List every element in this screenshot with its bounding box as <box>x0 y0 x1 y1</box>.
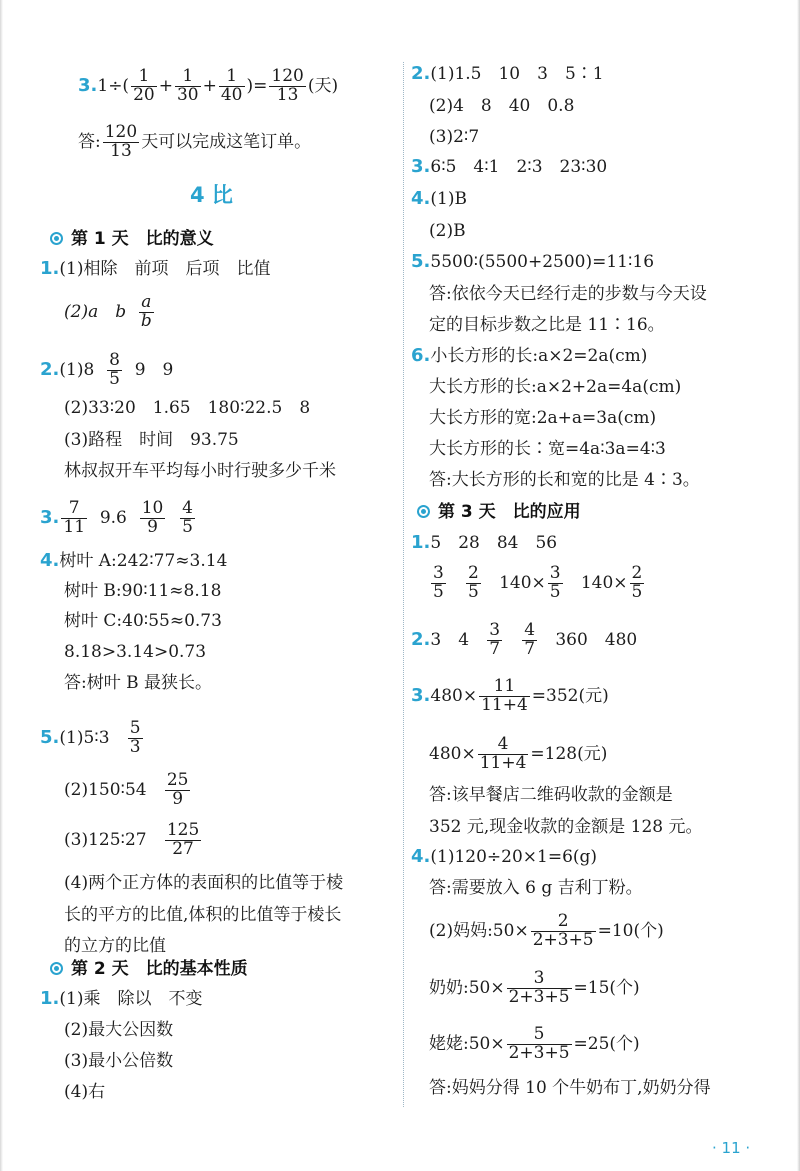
fraction: $\frac{3}{5}$ <box>549 563 561 602</box>
d1-q5-line1: 5.(1)5∶3 $\frac{5}{3}$ <box>40 718 141 757</box>
d2-q3-line: 3.6∶5 4∶1 2∶3 23∶30 <box>411 156 608 177</box>
page-number: · 11 · <box>712 1139 751 1157</box>
d2-q4-line1: 4.(1)B <box>411 188 467 209</box>
fraction: $\frac{5}{2+3+5}$ <box>508 1024 570 1063</box>
fraction: $\frac{3}{2+3+5}$ <box>508 968 570 1007</box>
d3-q4-line2: 答:需要放入 6 g 吉利丁粉。 <box>429 878 643 898</box>
d1-q5-line2: (2)150∶54 $\frac{25}{9}$ <box>64 770 189 809</box>
fraction: $\frac{3}{7}$ <box>489 620 501 659</box>
column-divider <box>403 62 404 1107</box>
circle-bullet-icon <box>50 232 63 245</box>
section-heading-day3: 第 3 天 比的应用 <box>417 501 581 523</box>
circle-bullet-icon <box>50 962 63 975</box>
circle-bullet-icon <box>417 505 430 518</box>
fraction: $\frac{2}{2+3+5}$ <box>532 911 594 950</box>
d3-q4-line3: (2)妈妈:50× $\frac{2}{2+3+5}$ =10(个) <box>429 911 664 950</box>
page-left-edge <box>0 0 3 1171</box>
fraction: $\frac{120}{13}$ <box>271 66 304 105</box>
fraction: $\frac{25}{9}$ <box>166 770 189 809</box>
fraction: $\frac{11}{11+4}$ <box>481 676 528 715</box>
fraction: $\frac{1}{30}$ <box>176 66 199 105</box>
fraction: $\frac{1}{20}$ <box>133 66 155 105</box>
d1-q4-line4: 8.18>3.14>0.73 <box>64 642 207 662</box>
d1-q2-line4: 林叔叔开车平均每小时行驶多少千米 <box>64 461 336 481</box>
d1-q5-line4: (4)两个正方体的表面积的比值等于棱 <box>64 873 344 893</box>
d3-q3-line2: 480× $\frac{4}{11+4}$ =128(元) <box>429 734 608 773</box>
d2-q1-line2: (2)最大公因数 <box>64 1020 174 1040</box>
q3-formula: 3.1÷( $\frac{1}{20}$ + $\frac{1}{30}$ + $\frac{1}{40}$ )= $\frac{120}{13}$ (天) <box>78 66 339 105</box>
d3-q4-line4: 奶奶:50× $\frac{3}{2+3+5}$ =15(个) <box>429 968 640 1007</box>
fraction: $\frac{1}{40}$ <box>220 66 243 105</box>
fraction: $\frac{4}{7}$ <box>524 620 536 659</box>
fraction: $\frac{120}{13}$ <box>104 122 138 161</box>
fraction: $\frac{10}{9}$ <box>141 498 164 537</box>
fraction: $\frac{125}{27}$ <box>166 820 200 859</box>
d1-q4-line5: 答:树叶 B 最狭长。 <box>64 673 213 693</box>
d3-q1-line2: $\frac{3}{5}$ $\frac{2}{5}$ 140× $\frac{3}{5}$ 140× $\frac{2}{5}$ <box>433 563 643 602</box>
fraction: $\frac{4}{11+4}$ <box>479 734 527 773</box>
d3-q3-line4: 352 元,现金收款的金额是 128 元。 <box>429 817 703 837</box>
section-heading-day2: 第 2 天 比的基本性质 <box>50 958 248 980</box>
d2-q1-line3: (3)最小公倍数 <box>64 1051 174 1071</box>
d3-q4-line1: 4.(1)120÷20×1=6(g) <box>411 846 598 867</box>
chapter-title: 4 比 <box>190 183 233 207</box>
d3-q2-line: 2.3 4 $\frac{3}{7}$ $\frac{4}{7}$ 360 480 <box>411 620 638 659</box>
d1-q5-line6: 的立方的比值 <box>64 936 166 956</box>
d1-q4-line3: 树叶 C:40∶55≈0.73 <box>64 611 222 631</box>
fraction: $\frac{3}{5}$ <box>433 563 444 602</box>
question-number: 3. <box>78 74 98 96</box>
d3-q4-line6: 答:妈妈分得 10 个牛奶布丁,奶奶分得 <box>429 1078 711 1098</box>
d1-q4-line1: 4.树叶 A:242∶77≈3.14 <box>40 550 228 571</box>
q3-answer: 答: $\frac{120}{13}$ 天可以完成这笔订单。 <box>78 122 312 161</box>
d1-q3-line: 3. $\frac{7}{11}$ 9.6 $\frac{10}{9}$ $\frac{4}{5}$ <box>40 498 193 537</box>
d2-q1-line1: 1.(1)乘 除以 不变 <box>40 988 203 1009</box>
d2-q6-line2: 大长方形的长:a×2+2a=4a(cm) <box>429 377 682 397</box>
d3-q1-line1: 1.5 28 84 56 <box>411 532 558 553</box>
d1-q5-line3: (3)125∶27 $\frac{125}{27}$ <box>64 820 200 859</box>
fraction: $\frac{2}{5}$ <box>468 563 479 602</box>
d2-q5-line1: 5.5500∶(5500+2500)=11∶16 <box>411 251 655 272</box>
d2-q1-line4: (4)右 <box>64 1082 106 1102</box>
d2-q4-line2: (2)B <box>429 221 466 241</box>
fraction: $\frac{8}{5}$ <box>109 350 120 389</box>
d1-q2-line3: (3)路程 时间 93.75 <box>64 430 239 450</box>
d1-q1-line1: 1.(1)相除 前项 后项 比值 <box>40 258 271 279</box>
d1-q2-line2: (2)33∶20 1.65 180∶22.5 8 <box>64 398 311 418</box>
fraction: $\frac{5}{3}$ <box>129 718 141 757</box>
d1-q5-line5: 长的平方的比值,体积的比值等于棱长 <box>64 905 342 925</box>
d2-q5-line3: 定的目标步数之比是 11∶16。 <box>429 315 665 335</box>
d2-q6-line5: 答:大长方形的长和宽的比是 4∶3。 <box>429 470 700 490</box>
d1-q1-line2: (2)a b $\frac{a}{b}$ <box>64 292 152 331</box>
fraction: $\frac{4}{5}$ <box>182 498 193 537</box>
d2-q5-line2: 答:依依今天已经行走的步数与今天设 <box>429 284 707 304</box>
d2-q6-line1: 6.小长方形的长:a×2=2a(cm) <box>411 345 648 366</box>
section-heading-day1: 第 1 天 比的意义 <box>50 228 214 250</box>
d1-q2-line1: 2.(1)8 $\frac{8}{5}$ 9 9 <box>40 350 174 389</box>
d3-q3-line1: 3.480× $\frac{11}{11+4}$ =352(元) <box>411 676 609 715</box>
d3-q3-line3: 答:该早餐店二维码收款的金额是 <box>429 785 673 805</box>
d1-q4-line2: 树叶 B:90∶11≈8.18 <box>64 581 222 601</box>
d2-q6-line3: 大长方形的宽:2a+a=3a(cm) <box>429 408 657 428</box>
fraction: $\frac{a}{b}$ <box>140 292 152 331</box>
fraction: $\frac{2}{5}$ <box>631 563 643 602</box>
d2-q2-line1: 2.(1)1.5 10 3 5∶1 <box>411 63 604 84</box>
d2-q6-line4: 大长方形的长∶宽=4a∶3a=4∶3 <box>429 439 666 459</box>
d2-q2-line3: (3)2∶7 <box>429 127 480 147</box>
d3-q4-line5: 姥姥:50× $\frac{5}{2+3+5}$ =25(个) <box>429 1024 640 1063</box>
fraction: $\frac{7}{11}$ <box>63 498 86 537</box>
d2-q2-line2: (2)4 8 40 0.8 <box>429 96 575 116</box>
